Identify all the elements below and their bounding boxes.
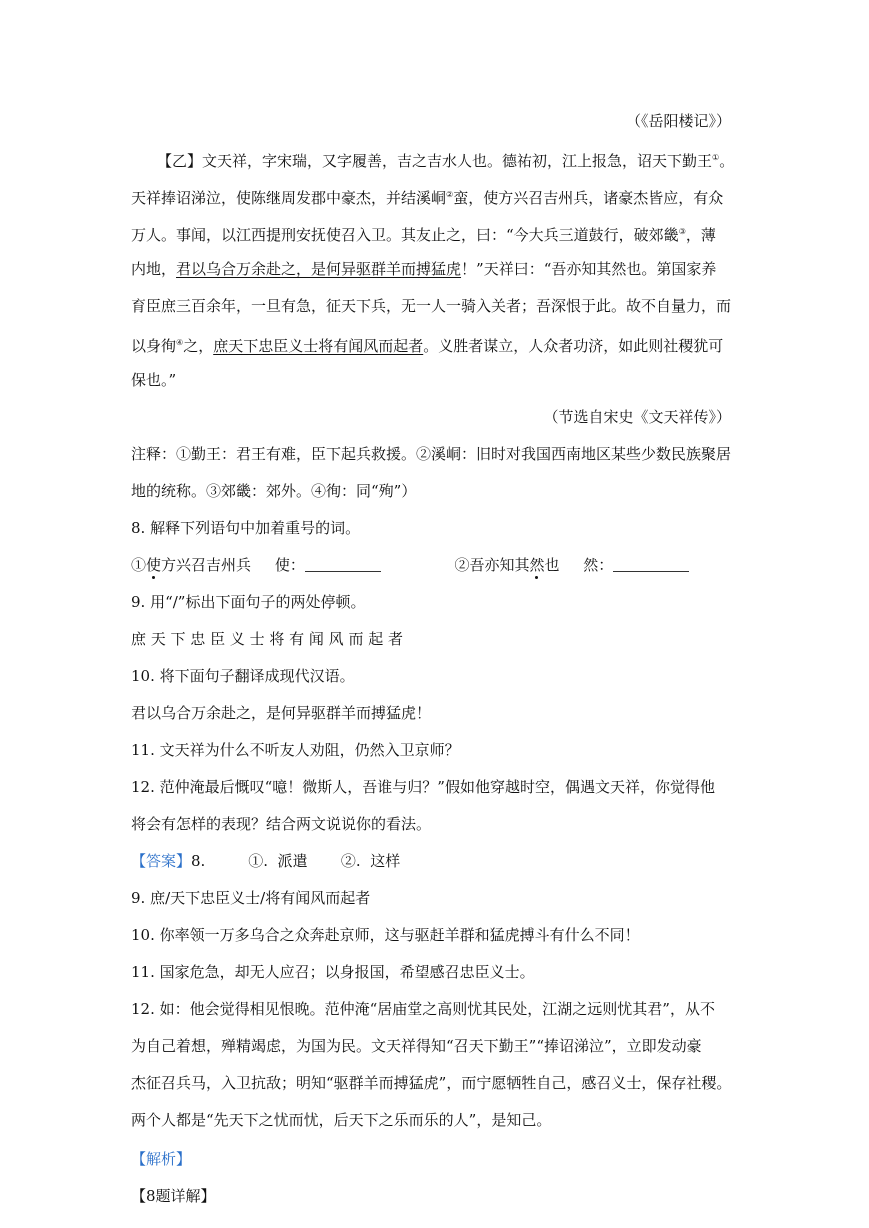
- passage-text: 蛮，使方兴召吉州兵，诸豪杰皆应，有众: [453, 189, 724, 207]
- q8-item-a: [131, 556, 381, 574]
- footnote-marker-3: ③: [678, 227, 686, 236]
- notes-line-1: 注释：①勤王：君王有难，臣下起兵救援。②溪峒：旧时对我国西南地区某些少数民族聚居: [131, 445, 732, 463]
- analysis-tag: 【解析】: [131, 1150, 192, 1168]
- answer-blank-shi[interactable]: [305, 557, 381, 572]
- question-12-line-1: 12. 范仲淹最后慨叹“噫！微斯人，吾谁与归？”假如他穿越时空，偶遇文天祥，你觉得他: [131, 778, 715, 796]
- passage-line-7: 保也。”: [131, 371, 177, 389]
- notes-line-2: 地的统称。③郊畿：郊外。④徇：同“殉”）: [131, 482, 417, 500]
- question-9-sentence: 庶 天 下 忠 臣 义 士 将 有 闻 风 而 起 者: [131, 630, 403, 648]
- passage-line-4: [131, 258, 741, 280]
- footnote-marker-1: ①: [712, 153, 720, 162]
- emphasized-char-shi: 使: [146, 556, 162, 574]
- answer-blank-ran[interactable]: [613, 557, 689, 572]
- answer-tag: 【答案】: [131, 852, 192, 870]
- question-8: 8. 解释下列语句中加着重号的词。: [131, 519, 361, 537]
- emphasized-char-ran: 然: [529, 556, 545, 574]
- source-wentianxiang: （节选自宋史《文天祥传》）: [543, 408, 731, 426]
- passage-text: 万人。事闻，以江西提刑安抚使召入卫。其友止之，曰：“今大兵三道鼓行，破郊畿: [131, 226, 679, 244]
- passage-line-6: [131, 332, 741, 357]
- answer-11: 11. 国家危急，却无人应召；以身报国，希望感召忠臣义士。: [131, 963, 535, 981]
- passage-line-3: [131, 221, 741, 246]
- question-12-line-2: 将会有怎样的表现？结合两文说说你的看法。: [131, 815, 432, 833]
- footnote-marker-2: ②: [446, 190, 454, 199]
- answer-12-line-4: 两个人都是“先天下之忧而忧，后天下之乐而乐的人”，是知己。: [131, 1111, 552, 1129]
- answer-9: 9. 庶/天下忠臣义士/将有闻风而起者: [131, 889, 371, 907]
- passage-line-1: [157, 147, 757, 172]
- answer-10: 10. 你率领一万多乌合之众奔赴京师，这与驱赶羊群和猛虎搏斗有什么不同！: [131, 926, 640, 944]
- q8-b-text: 也 然：: [544, 556, 614, 574]
- passage-text: 【乙】文天祥，字宋瑞，又字履善，吉之吉水人也。德祐初，江上报急，诏天下勤王: [157, 152, 713, 170]
- passage-text: 天祥捧诏涕泣，使陈继周发郡中豪杰，并结溪峒: [131, 189, 447, 207]
- answer-12-line-2: 为自己着想，殚精竭虑，为国为民。文天祥得知“召天下勤王”“捧诏涕泣”，立即发动豪: [131, 1037, 702, 1055]
- passage-text: 。义胜者谋立，人众者功济，如此则社稷犹可: [423, 337, 724, 355]
- answer-8-text: 8. ①. 派遣 ②. 这样: [191, 852, 401, 870]
- question-8-items: [131, 554, 741, 576]
- passage-text: 之，: [183, 337, 214, 355]
- q8-b-prefix: ②吾亦知其: [454, 556, 530, 574]
- question-10: 10. 将下面句子翻译成现代汉语。: [131, 667, 355, 685]
- passage-text: 。: [719, 152, 735, 170]
- underlined-sentence-2: 庶天下忠臣义士将有闻风而起者: [213, 337, 424, 355]
- passage-line-2: [131, 184, 741, 209]
- detail-tag-8: 【8题详解】: [131, 1187, 216, 1205]
- passage-text: ！”天祥曰：“吾亦知其然也。第国家养: [461, 260, 717, 278]
- passage-text: 内地，: [131, 260, 177, 278]
- answer-8: [131, 850, 741, 872]
- answer-12-line-1: 12. 如：他会觉得相见恨晚。范仲淹“居庙堂之高则忧其民处，江湖之远则忧其君”，从不: [131, 1000, 715, 1018]
- q8-a-text: 方兴召吉州兵 使：: [161, 556, 305, 574]
- passage-text: ，薄: [685, 226, 716, 244]
- passage-text: 以身徇: [131, 337, 177, 355]
- answer-12-line-3: 杰征召兵马，入卫抗敌；明知“驱群羊而搏猛虎”，而宁愿牺牲自己，感召义士，保存社稷。: [131, 1074, 732, 1092]
- underlined-sentence-1: 君以乌合万余赴之，是何异驱群羊而搏猛虎: [176, 260, 462, 278]
- q8-a-prefix: ①: [131, 556, 147, 574]
- footnote-marker-4: ④: [176, 338, 184, 347]
- passage-line-5: 育臣庶三百余年，一旦有急，征天下兵，无一人一骑入关者；吾深恨于此。故不自量力，而: [131, 297, 732, 315]
- source-yueyanglou: （《岳阳楼记》）: [625, 112, 731, 130]
- q8-item-b: [454, 556, 689, 574]
- question-9: 9. 用“/”标出下面句子的两处停顿。: [131, 593, 366, 611]
- question-11: 11. 文天祥为什么不听友人劝阻，仍然入卫京师？: [131, 741, 460, 759]
- question-10-sentence: 君以乌合万余赴之，是何异驱群羊而搏猛虎！: [131, 704, 432, 722]
